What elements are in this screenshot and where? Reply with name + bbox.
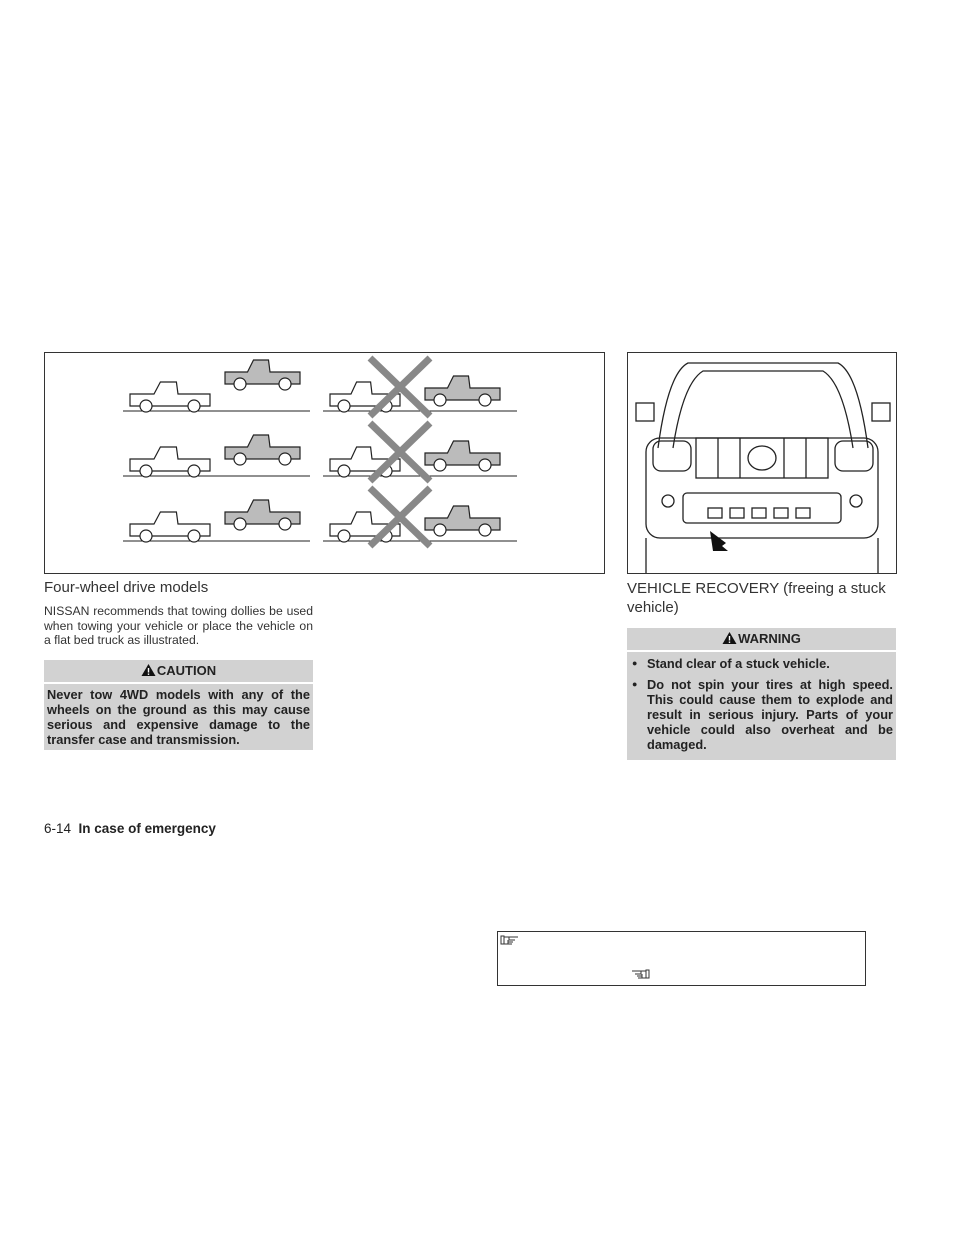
towed-vehicle-wheel bbox=[434, 524, 446, 536]
tow-truck-wheel bbox=[338, 465, 350, 477]
towed-vehicle-wheel bbox=[279, 518, 291, 530]
towed-vehicle-wheel bbox=[434, 459, 446, 471]
tow-truck-wheel bbox=[140, 465, 152, 477]
tow-truck-wheel bbox=[140, 530, 152, 542]
towed-vehicle-wheel bbox=[279, 378, 291, 390]
vehicle-front-drawing bbox=[628, 353, 896, 573]
caution-text: Never tow 4WD models with any of the wheels on the ground as this may cause serious and expensive damage to the transfer case and transmission. bbox=[44, 684, 313, 750]
warning-title: WARNING bbox=[738, 631, 801, 646]
towing-diagram bbox=[45, 353, 604, 573]
towed-vehicle-wheel bbox=[279, 453, 291, 465]
page-footer bbox=[44, 821, 216, 836]
section-heading-recovery: VEHICLE RECOVERY (freeing a stuck vehicle) bbox=[627, 580, 886, 616]
section-heading-4wd: Four-wheel drive models bbox=[44, 579, 209, 596]
pointing-hand-right-icon bbox=[500, 934, 520, 946]
tow-truck-wheel bbox=[188, 465, 200, 477]
warning-header bbox=[627, 628, 896, 650]
caution-header bbox=[44, 660, 313, 682]
towed-vehicle-wheel bbox=[434, 394, 446, 406]
prohibited-x-mark bbox=[370, 488, 430, 546]
tow-truck-wheel bbox=[188, 400, 200, 412]
towed-vehicle-wheel bbox=[234, 518, 246, 530]
warning-item: ● Stand clear of a stuck vehicle. bbox=[630, 656, 893, 671]
caution-triangle-icon bbox=[141, 663, 156, 677]
towing-paragraph: NISSAN recommends that towing dollies be used when towing your vehicle or place the vehicle on a flat bed truck as illustrated. bbox=[44, 604, 313, 647]
prohibited-x-mark bbox=[370, 423, 430, 481]
footer-section: In case of emergency bbox=[78, 821, 216, 836]
warning-item: ● Do not spin your tires at high speed. This could cause them to explode and result in serious injury. Parts of your vehicle could also overheat and be damaged. bbox=[630, 677, 893, 752]
caution-box bbox=[44, 660, 313, 750]
tow-truck-wheel bbox=[338, 530, 350, 542]
towed-vehicle-wheel bbox=[479, 459, 491, 471]
prohibited-x-mark bbox=[370, 358, 430, 416]
towed-vehicle-wheel bbox=[479, 524, 491, 536]
towed-vehicle-wheel bbox=[234, 453, 246, 465]
towing-illustration bbox=[44, 352, 605, 574]
caution-title: CAUTION bbox=[156, 663, 217, 678]
reference-box bbox=[497, 931, 866, 986]
warning-body bbox=[627, 652, 896, 760]
warning-triangle-icon bbox=[722, 631, 737, 645]
vehicle-front-illustration bbox=[627, 352, 897, 574]
tow-truck-wheel bbox=[140, 400, 152, 412]
tow-truck-wheel bbox=[188, 530, 200, 542]
towed-vehicle-wheel bbox=[479, 394, 491, 406]
page-number: 6-14 bbox=[44, 821, 72, 836]
warning-box bbox=[627, 628, 896, 760]
towed-vehicle-wheel bbox=[234, 378, 246, 390]
tow-truck-wheel bbox=[338, 400, 350, 412]
pointing-hand-left-icon bbox=[630, 968, 650, 980]
